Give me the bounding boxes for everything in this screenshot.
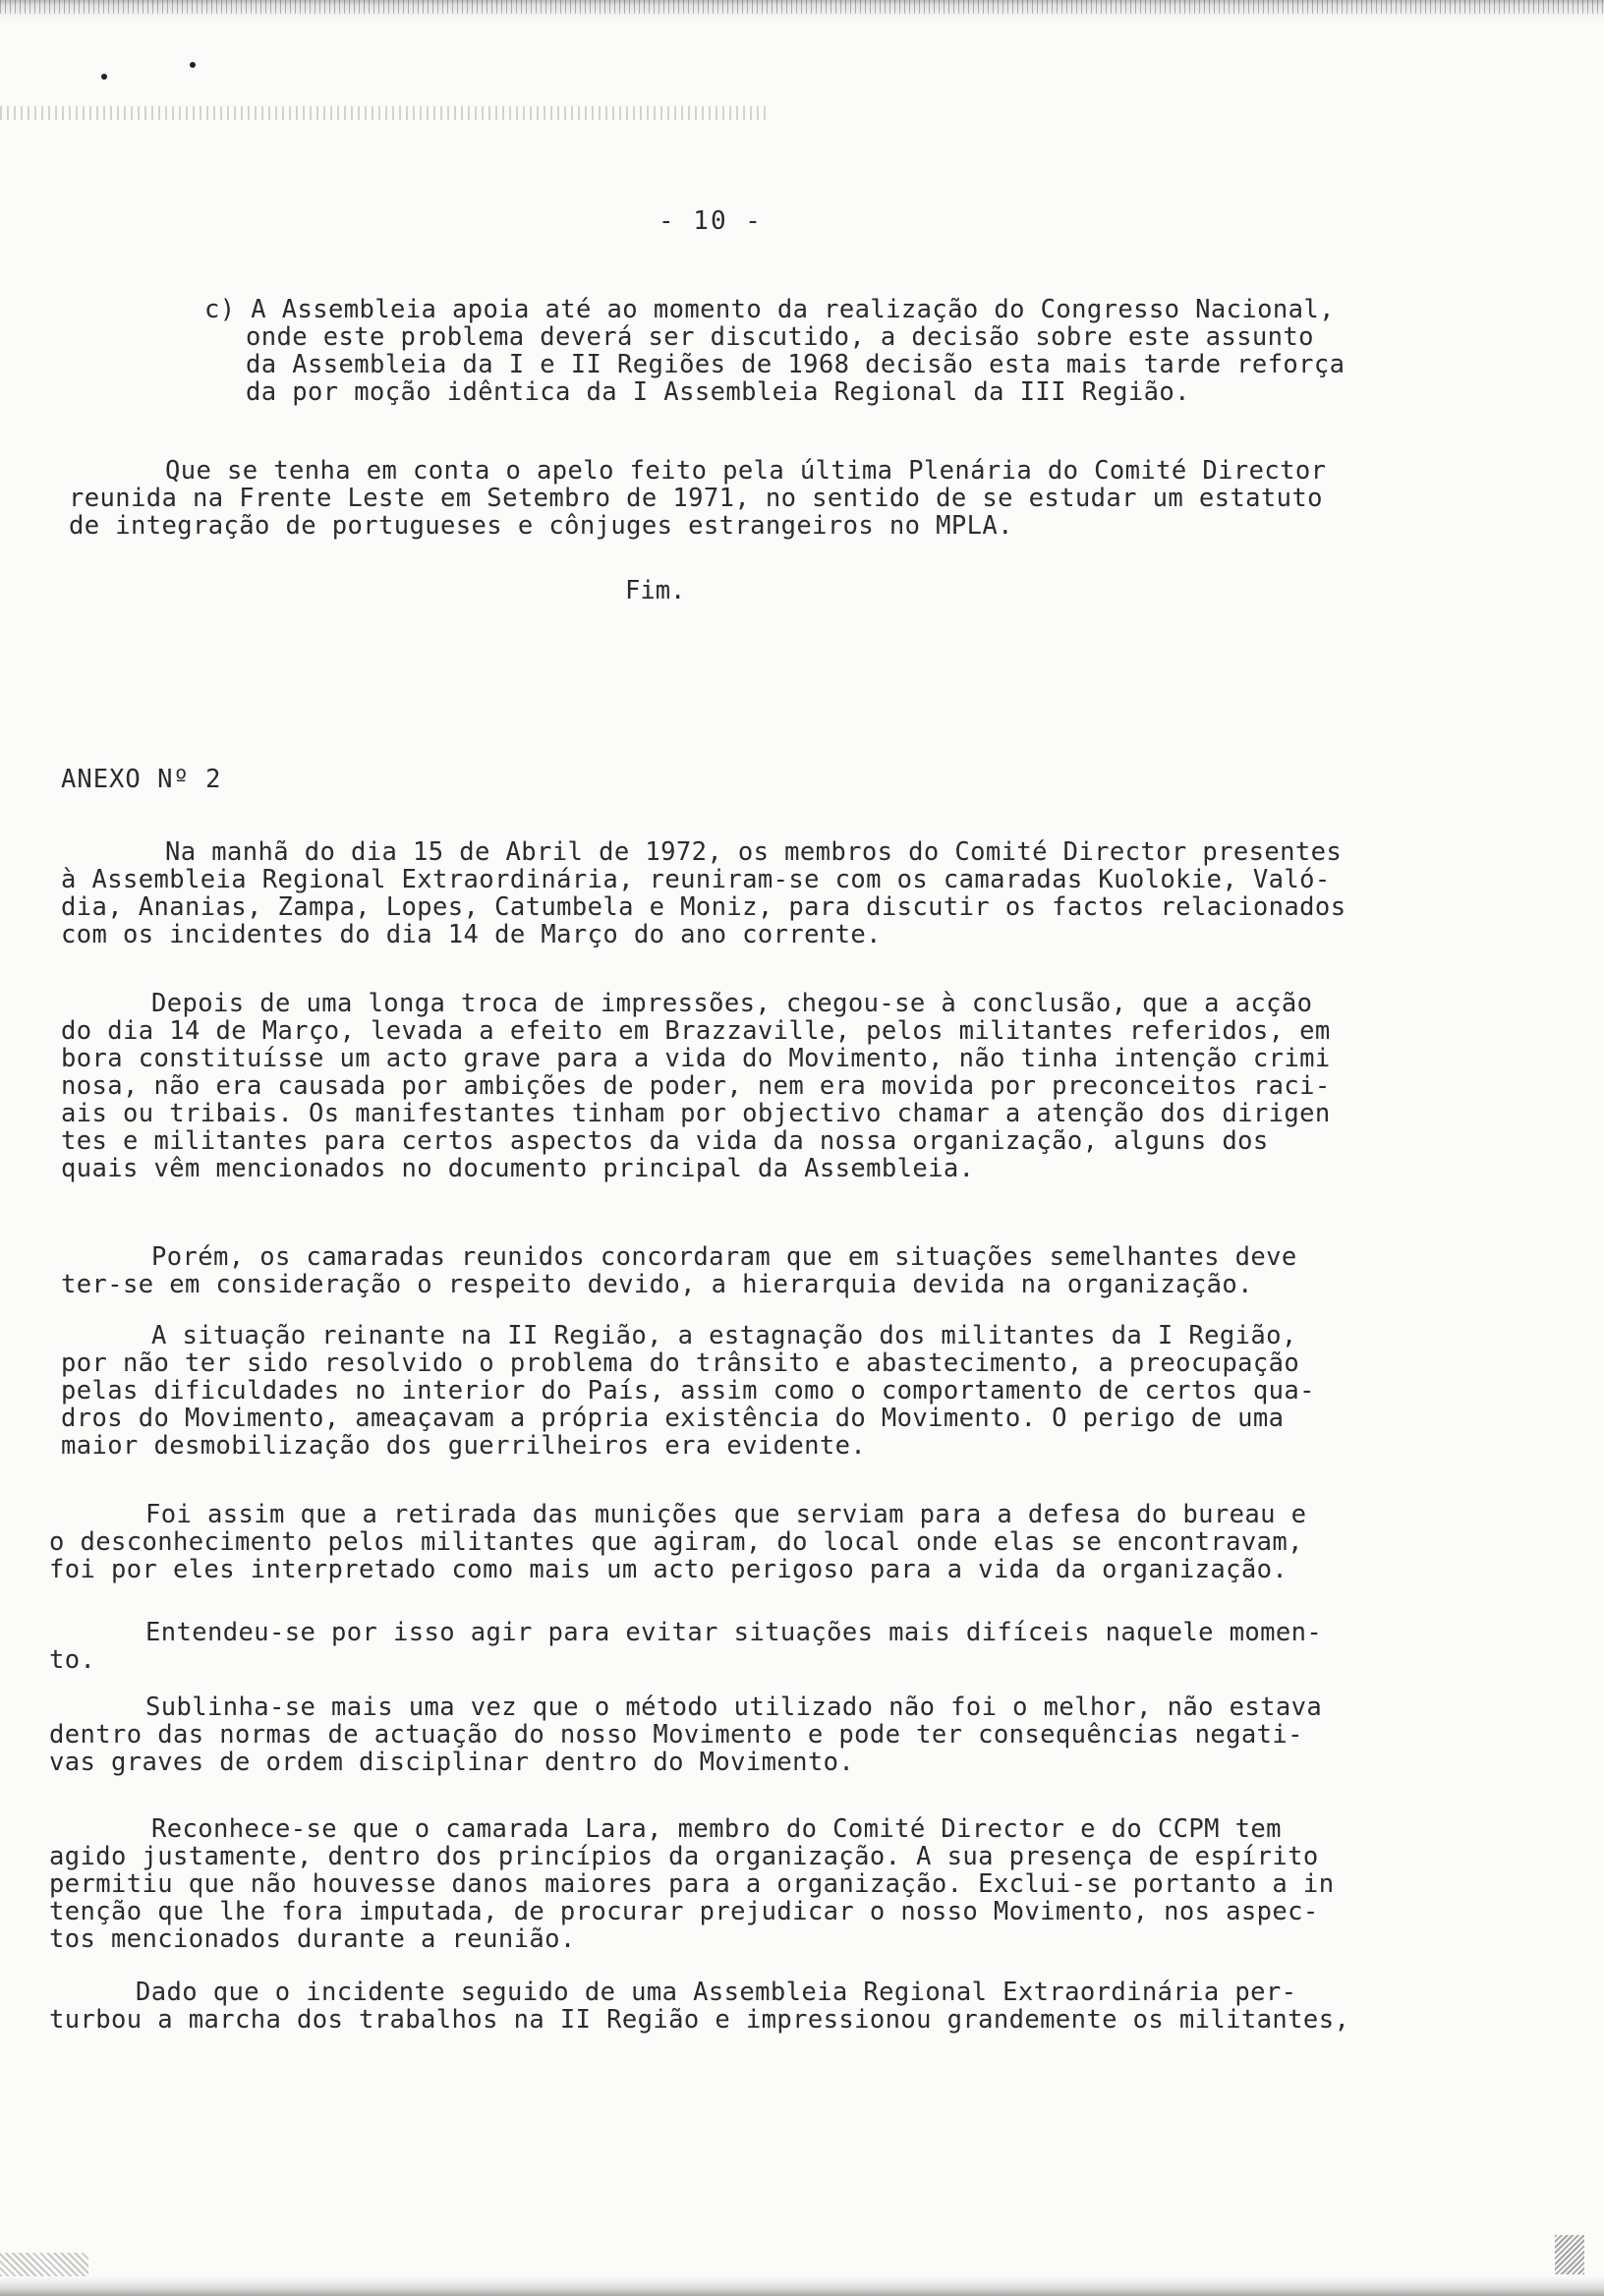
annex-line: Foi assim que a retirada das munições que serviam para a defesa do bureau e: [145, 1500, 1307, 1529]
scan-noise-bottom-right: [1555, 2235, 1584, 2274]
scan-speck: [101, 74, 107, 80]
annex-line: Porém, os camaradas reunidos concordaram que em situações semelhantes deve: [151, 1242, 1297, 1272]
annex-line: Na manhã do dia 15 de Abril de 1972, os membros do Comité Director presentes: [165, 837, 1343, 867]
annex-line: à Assembleia Regional Extraordinária, reuniram-se com os camaradas Kuolokie, Való-: [61, 865, 1331, 894]
annex-line: maior desmobilização dos guerrilheiros era evidente.: [61, 1431, 867, 1461]
annex-line: permitiu que não houvesse danos maiores para a organização. Exclui-se portanto a in: [49, 1869, 1335, 1899]
annex-line: vas graves de ordem disciplinar dentro do Movimento.: [49, 1748, 855, 1777]
scan-edge-bottom: [0, 2276, 1604, 2296]
annex-line: to.: [49, 1645, 96, 1675]
annex-line: tes e militantes para certos aspectos da vida da nossa organização, alguns dos: [61, 1126, 1269, 1156]
item-c-line: onde este problema deverá ser discutido, a decisão sobre este assunto: [246, 322, 1314, 352]
annex-line: dentro das normas de actuação do nosso Movimento e pode ter consequências negati-: [49, 1720, 1303, 1750]
scan-noise-top: [0, 0, 1604, 14]
annex-line: Dado que o incidente seguido de uma Assembleia Regional Extraordinária per-: [136, 1978, 1297, 2007]
annex-line: do dia 14 de Março, levada a efeito em Brazzaville, pelos militantes referidos, em: [61, 1016, 1331, 1046]
annex-line: nosa, não era causada por ambições de poder, nem era movida por preconceitos raci-: [61, 1071, 1331, 1101]
annex-line: A situação reinante na II Região, a estagnação dos militantes da I Região,: [151, 1321, 1297, 1350]
annex-line: foi por eles interpretado como mais um acto perigoso para a vida da organização.: [49, 1555, 1289, 1584]
paragraph-line: reunida na Frente Leste em Setembro de 1971, no sentido de se estudar um estatuto: [69, 484, 1323, 513]
scan-noise-bottom-left: [0, 2253, 88, 2276]
annex-line: com os incidentes do dia 14 de Março do ano corrente.: [61, 920, 882, 949]
item-c-line: c) A Assembleia apoia até ao momento da realização do Congresso Nacional,: [204, 295, 1335, 324]
end-marker: Fim.: [625, 576, 686, 605]
annex-line: turbou a marcha dos trabalhos na II Região e impressionou grandemente os militantes,: [49, 2005, 1350, 2035]
annex-line: dia, Ananias, Zampa, Lopes, Catumbela e Moniz, para discutir os factos relacionados: [61, 892, 1346, 922]
annex-line: o desconhecimento pelos militantes que agiram, do local onde elas se encontravam,: [49, 1527, 1303, 1557]
annex-line: bora constituísse um acto grave para a vida do Movimento, não tinha intenção crimi: [61, 1044, 1331, 1073]
annex-line: tenção que lhe fora imputada, de procurar prejudicar o nosso Movimento, nos aspec-: [49, 1897, 1319, 1926]
annex-line: ter-se em consideração o respeito devido, a hierarquia devida na organização.: [61, 1270, 1253, 1299]
paragraph-line: Que se tenha em conta o apelo feito pela última Plenária do Comité Director: [165, 456, 1327, 486]
scan-noise-header: [0, 106, 767, 120]
annex-line: tos mencionados durante a reunião.: [49, 1924, 576, 1954]
annex-line: quais vêm mencionados no documento principal da Assembleia.: [61, 1154, 975, 1183]
annex-line: dros do Movimento, ameaçavam a própria existência do Movimento. O perigo de uma: [61, 1404, 1285, 1433]
annex-line: Reconhece-se que o camarada Lara, membro do Comité Director e do CCPM tem: [151, 1814, 1282, 1844]
item-c-line: da por moção idêntica da I Assembleia Regional da III Região.: [246, 377, 1190, 407]
annex-line: Depois de uma longa troca de impressões, chegou-se à conclusão, que a acção: [151, 989, 1313, 1018]
annex-line: ais ou tribais. Os manifestantes tinham por objectivo chamar a atenção dos dirigen: [61, 1099, 1331, 1128]
annex-line: pelas dificuldades no interior do País, assim como o comportamento de certos qua-: [61, 1376, 1315, 1406]
scan-speck: [190, 62, 196, 68]
page-number: - 10 -: [659, 206, 763, 236]
item-c-line: da Assembleia da I e II Regiões de 1968 decisão esta mais tarde reforça: [246, 350, 1346, 379]
annex-line: agido justamente, dentro dos princípios da organização. A sua presença de espírito: [49, 1842, 1319, 1871]
paragraph-line: de integração de portugueses e cônjuges estrangeiros no MPLA.: [69, 511, 1013, 541]
annex-line: Sublinha-se mais uma vez que o método utilizado não foi o melhor, não estava: [145, 1693, 1323, 1722]
annex-heading: ANEXO Nº 2: [61, 765, 222, 794]
annex-line: por não ter sido resolvido o problema do trânsito e abastecimento, a preocupação: [61, 1349, 1300, 1378]
annex-line: Entendeu-se por isso agir para evitar situações mais difíceis naquele momen-: [145, 1618, 1323, 1647]
